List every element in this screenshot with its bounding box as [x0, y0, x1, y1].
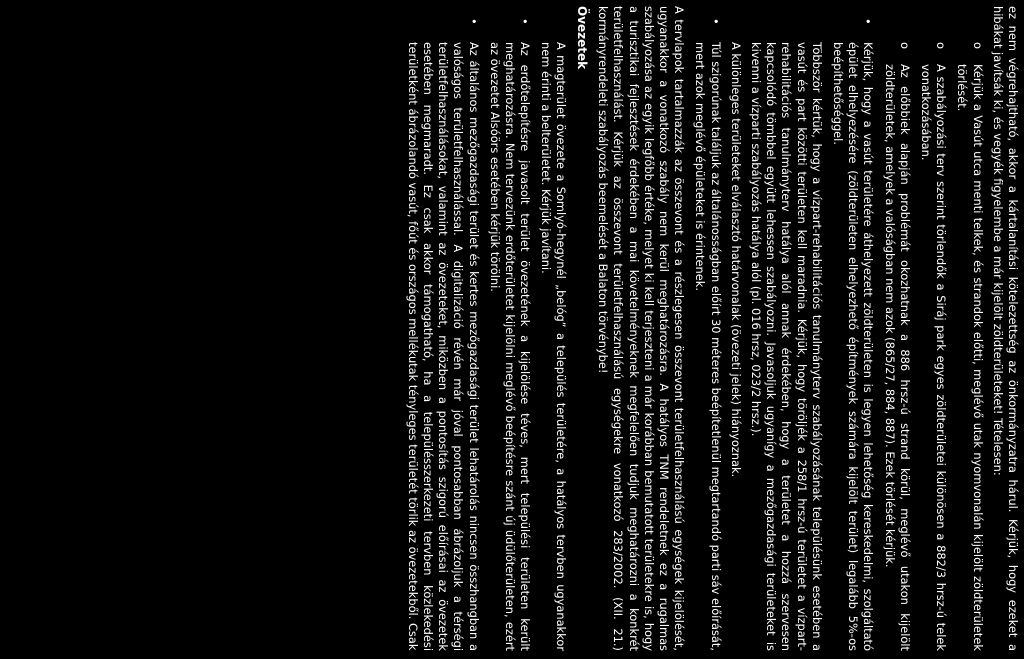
bullet-text: Kérjük, hogy a vasút területére áthelyezett zöldterületen is legyen lehetőség kereskedelmi, szolgáltató épület elhelyezésére (zöldterületen elhelyezhető építmények számára kijelölt terület) legalább 5%-os beépíthetőséggel.: [830, 42, 876, 651]
dot-bullet-icon: •: [518, 18, 533, 25]
list-item: [405, 6, 481, 651]
list-item: [692, 6, 722, 651]
sub-item-text: Kérjük a Vasút utca menti telkek, és strandok előtti, meglévő utak nyomvonalán kijelölt zöldterületek törlését.: [955, 64, 985, 651]
intro-paragraph: ez nem végrehajtható, akkor a kártalanítási kötelezettség az önkormányzatra hárul. Kérjük, hogy ezeket a hibákat javítsák ki, és vegyék figyelembe a már kijelölt zöldterületeket! Tételesen:: [990, 6, 1020, 651]
paragraph: Többször kértük, hogy a vízpart-rehabilitációs tanulmányterv szabályozásának településünk esetében a vasút és part közötti területen kell maradnia. Kérjük, hogy töröljék a 258/1 hrsz-ú területet a vízpart-rehabilitációs tanulmányterv hatálya alól annak érdekében, hogy a területet a hozzá szervesen kapcsolódó tömbbel együtt lehessen szabályozni. Javasoljuk ugyanígy a mezőgazdasági területeket is kivenni a vízparti szabályozás hatálya alól (pl. 016 hrsz, 023/2 hrsz.).: [748, 42, 824, 651]
paragraph: A különleges területeket elválasztó határvonalak (övezeti jelek) hiányoznak.: [728, 42, 743, 478]
paragraph: A magterület övezete a Somlyó-hegynél „belóg” a település területére, a hatályos tervben ugyanakkor nem érinti a belterületet. Kérjük javítani.: [538, 42, 568, 651]
sub-item-text: A szabályozási terv szerint törlendők a Siráj park egyes zöldterületei különösen a 882/3 hrsz-ú telek vonatkozásában.: [918, 64, 949, 651]
list-item: [954, 6, 984, 651]
circle-bullet-icon: o: [897, 42, 912, 49]
dot-bullet-icon: •: [466, 18, 481, 25]
list-item: [918, 6, 948, 651]
circle-bullet-icon: o: [970, 42, 985, 49]
paragraph: A tervlapok tartalmazzák az összevont és a részlegesen összevont területfelhasználású egységek kijelölését, ugyanakkor a vonatkozó szabály nem kerül meghatározásra. A hatályos TNM rendeletnek ez a rugalmas szabályozása az egyik legfőbb értéke, melyet ki kell terjeszteni a már korábban bemutatott területekre is, hogy a turisztikai fejlesztések érdekében a mai követelményeknek megfelelően tudjuk meghatározni a konkrét területfelhasználást. Kérjük az összevont területfelhasználású egységekre vonatkozó 283/2002. (XII. 21.) kormányrendeleti szabályozás beemelését a Balaton törvénybe!: [596, 6, 687, 651]
bullet-text: Túl szigorúnak találjuk az általánosságban előírt 30 méteres beépítetlenül megtartandó parti sáv előírását, mert azok meglévő épületeket is érintenek.: [693, 42, 723, 651]
bullet-text: Az általános mezőgazdasági terület és kertes mezőgazdasági terület lehatárolás nincsen összhangban a valóságos területfelhasználással. A digitalizáció révén már jóval pontosabban ábrázoljuk a térségi területfelhasználásokat, valamint az övezeteket, miközben a pontosítás szigorú előírásai az övezetek esetében megmaradt. Ez csak akkor támogatható, ha a településszerkezeti tervben közlekedési területként ábrázolandó vasút, főút és országos mellékutak tényleges területét törlik az övezetekből. Csak: [405, 42, 481, 651]
document-body: [399, 0, 1024, 659]
list-item: [881, 6, 911, 651]
dot-bullet-icon: •: [861, 18, 876, 25]
list-item: [487, 6, 533, 651]
sub-item-text: Az előbbiek alapján problémát okozhatnak a 886 hrsz-ú strand körül, meglévő utakon kijelölt zöldterületek, amelyek a valóságban nem azok (865/27, 884, 887). Ezek törlését kérjük.: [882, 64, 912, 651]
section-heading: Övezetek: [574, 6, 589, 70]
bullet-text: Az erdőtelepítésre javasolt terület övezetének a kijelölése téves, mert települési területen került meghatározásra. Nem tervezünk erdőterületet kijelölni meglévő beépítésre szánt új üdülőterületen, ezért az övezetet Alsóörs esetében kérjük törölni.: [487, 42, 533, 651]
list-item: [830, 6, 876, 651]
circle-bullet-icon: o: [934, 42, 949, 49]
dot-bullet-icon: •: [708, 18, 723, 25]
